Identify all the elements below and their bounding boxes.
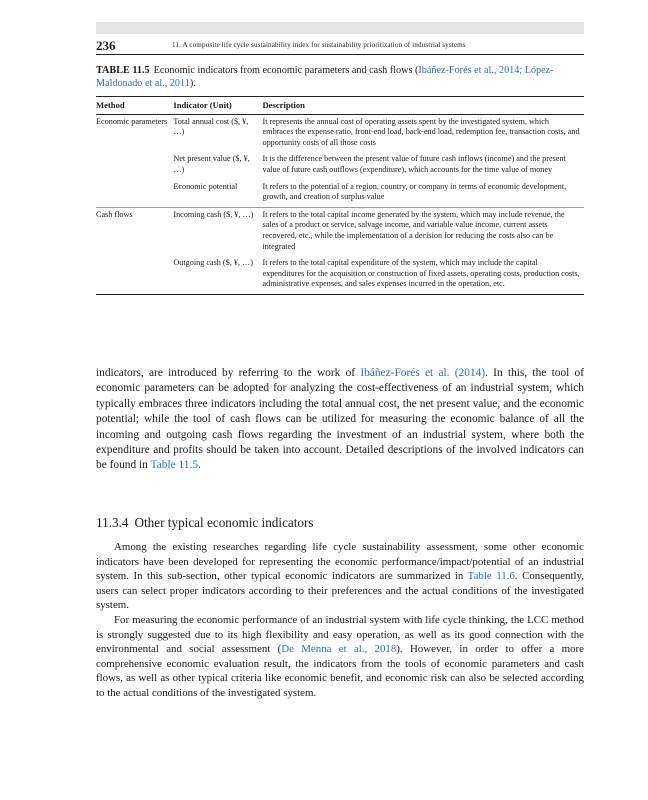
- table-row: [96, 180, 584, 208]
- cell-description: It refers to the potential of a region, country, or company in terms of economic development, growth, and creation of surplus value: [262, 180, 584, 208]
- caption-end: ).: [189, 78, 196, 89]
- cell-indicator: Outgoing cash ($, ¥, …): [173, 256, 262, 294]
- running-head-title: 11. A composite life cycle sustainability index for sustainability prioritization of industrial systems: [172, 41, 466, 49]
- caption-citation-link[interactable]: Ibáñez-Forés et al., 2014; López-Maldonado et al., 2011: [96, 65, 554, 89]
- table-row: [96, 256, 584, 294]
- col-header-description: Description: [262, 97, 584, 115]
- citation-link[interactable]: Ibáñez-Forés et al. (2014): [360, 367, 486, 379]
- paragraph-text: ). However, in order to offer a more comprehensive economic evaluation result, the indicators from the tools of economic parameters and cash flows, as well as other typical criteria like economic benefit, and economic risk can also be selected according to the actual conditions of the investigated system.: [96, 643, 584, 699]
- running-header: [96, 38, 584, 55]
- citation-link[interactable]: De Menna et al., 2018: [281, 643, 397, 656]
- cell-indicator: Economic potential: [173, 180, 262, 208]
- page-number: 236: [96, 38, 116, 53]
- table-row: [96, 114, 584, 152]
- paragraph-text: For measuring the economic performance of an industrial system with life cycle thinking, the LCC method is strongly suggested due to its high flexibility and easy operation, as well as its good connection with the environmental and social assessment (: [96, 613, 584, 656]
- cell-description: It represents the annual cost of operating assets spent by the investigated system, which embraces the expense ratio, front-end load, back-end load, redemption fee, transaction costs, and opportunity costs of all those costs: [262, 116, 580, 147]
- cell-description: It is the difference between the present value of future cash inflows (income) and the present value of future cash outflows (expenditure), which accounts for the time value of money: [262, 154, 566, 174]
- table-reference-link[interactable]: Table 11.5: [150, 459, 199, 472]
- section-title: Other typical economic indicators: [134, 515, 314, 530]
- cell-method: [96, 256, 173, 294]
- economic-indicators-table: [96, 96, 584, 295]
- paragraph-text: . Consequently, users can select proper indicators according to their preferences and the actual conditions of the investigated system.: [96, 570, 584, 612]
- body-paragraph-1: [96, 366, 584, 474]
- cell-description: It refers to the total capital income generated by the system, which may include revenue, the sales of a product or service, salvage income, and variable value income, current assets recovered, etc., while the implementation of a decision for reducing the costs also can be integrated: [262, 209, 565, 251]
- body-paragraph-3: [96, 613, 584, 701]
- body-paragraph-2: [96, 540, 584, 613]
- caption-text: Economic indicators from economic parameters and cash flows (: [153, 65, 419, 76]
- cell-indicator: Total annual cost ($, ¥, …): [173, 116, 249, 137]
- section-body: [96, 540, 584, 701]
- table-header-row: [96, 97, 584, 115]
- paragraph-text: .: [198, 459, 201, 472]
- paragraph-text: indicators, are introduced by referring to the work of: [96, 367, 361, 379]
- cell-description: It refers to the total capital expenditure of the system, which may include the capital expenditures for the acquisition or construction of fixed assets, operating costs, production costs, administrative expenses, and sales expenses incurred in the operation, etc.: [262, 256, 584, 294]
- section-number: 11.3.4: [96, 515, 129, 530]
- cell-method: [96, 152, 173, 179]
- paragraph-text: . In this, the tool of economic parameters can be adopted for analyzing the cost-effectiveness of an industrial system, which typically embraces three indicators including the total annual cost, the net present value, and the economic potential; while the tool of cash flows can be utilized for measuring the economic balance of all the incoming and outgoing cash flows regarding the investment of an industrial system, where both the expenditure and profits should be taken into account. Detailed descriptions of the involved indicators can be found in: [96, 367, 584, 472]
- table-reference-link[interactable]: Table 11.6: [467, 570, 515, 583]
- col-header-method: Method: [96, 97, 173, 115]
- table-label: TABLE 11.5: [96, 65, 150, 76]
- paragraph-text: Among the existing researches regarding life cycle sustainability assessment, some other economic indicators have been developed for representing the economic performance/impact/potential of an industrial system. In this sub-section, other typical economic indicators are summarized in: [96, 541, 584, 583]
- table-row: [96, 207, 584, 256]
- col-header-indicator: Indicator (Unit): [173, 97, 262, 115]
- cell-indicator: Net present value ($, ¥, …): [173, 154, 250, 174]
- cell-method: Economic parameters: [96, 116, 168, 126]
- table-row: [96, 152, 584, 179]
- cell-indicator: Incoming cash ($, ¥, …): [173, 209, 254, 219]
- cell-method: Cash flows: [96, 209, 133, 219]
- cell-method: [96, 180, 173, 208]
- table-caption: [96, 64, 584, 90]
- top-gray-bar: [96, 22, 584, 34]
- section-heading: [96, 515, 314, 531]
